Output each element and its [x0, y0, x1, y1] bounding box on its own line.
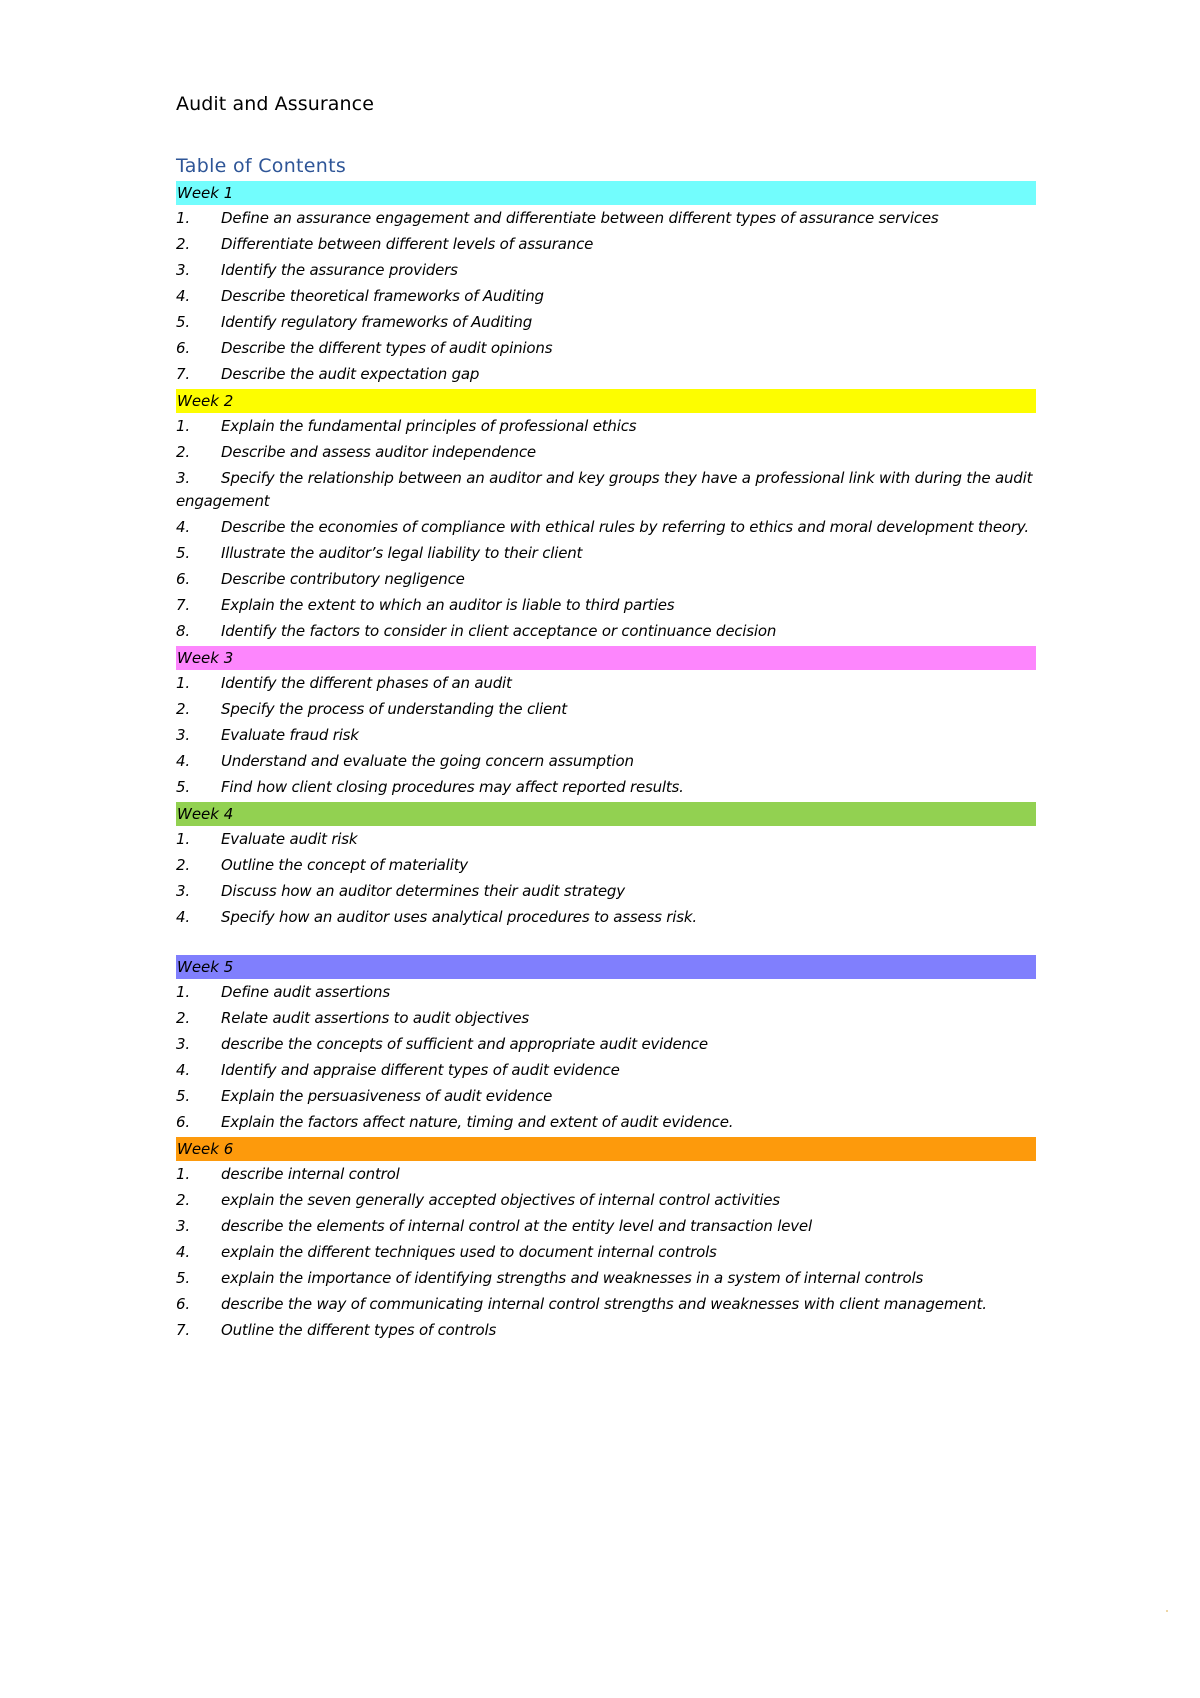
item-text: Identify and appraise different types of audit evidence — [221, 1061, 620, 1079]
list-item — [176, 516, 1036, 539]
list-item — [176, 880, 1036, 903]
item-text: explain the different techniques used to document internal controls — [221, 1243, 717, 1261]
item-number: 3. — [176, 261, 190, 279]
week-items-list — [176, 672, 1036, 799]
item-number: 7. — [176, 365, 190, 383]
week-heading-3: Week 3 — [176, 646, 1036, 670]
item-number: 7. — [176, 1321, 190, 1339]
item-number: 3. — [176, 726, 190, 744]
item-text: Describe the economies of compliance with ethical rules by referring to ethics and moral development theory. — [221, 518, 1029, 536]
list-item — [176, 594, 1036, 617]
week-items-list — [176, 207, 1036, 386]
item-number: 4. — [176, 287, 190, 305]
list-item — [176, 672, 1036, 695]
list-item — [176, 1215, 1036, 1238]
list-item — [176, 363, 1036, 386]
list-item — [176, 1163, 1036, 1186]
list-item — [176, 698, 1036, 721]
list-item — [176, 1293, 1036, 1316]
item-text: Outline the different types of controls — [221, 1321, 497, 1339]
list-item — [176, 776, 1036, 799]
list-item — [176, 620, 1036, 643]
item-number: 5. — [176, 1269, 190, 1287]
list-item — [176, 1059, 1036, 1082]
item-text: Explain the factors affect nature, timing and extent of audit evidence. — [221, 1113, 734, 1131]
item-text: Differentiate between different levels of assurance — [221, 235, 594, 253]
week-heading-2: Week 2 — [176, 389, 1036, 413]
item-text: describe the concepts of sufficient and appropriate audit evidence — [221, 1035, 708, 1053]
list-item — [176, 311, 1036, 334]
item-number: 2. — [176, 1009, 190, 1027]
week-heading-5: Week 5 — [176, 955, 1036, 979]
document-page — [176, 92, 1036, 1345]
item-text: Discuss how an auditor determines their audit strategy — [221, 882, 625, 900]
item-number: 1. — [176, 417, 190, 435]
list-item — [176, 1033, 1036, 1056]
list-item — [176, 1111, 1036, 1134]
toc-heading: Table of Contents — [176, 155, 347, 177]
item-text: describe the way of communicating internal control strengths and weaknesses with client management. — [221, 1295, 987, 1313]
item-number: 5. — [176, 1087, 190, 1105]
document-title: Audit and Assurance — [176, 93, 375, 115]
item-text: Describe the audit expectation gap — [221, 365, 480, 383]
item-text: Explain the persuasiveness of audit evidence — [221, 1087, 553, 1105]
list-item — [176, 441, 1036, 464]
week-items-list — [176, 981, 1036, 1134]
list-item — [176, 1241, 1036, 1264]
item-text: Describe and assess auditor independence — [221, 443, 536, 461]
list-item — [176, 906, 1036, 929]
item-number: 5. — [176, 544, 190, 562]
item-number: 1. — [176, 830, 190, 848]
list-item — [176, 285, 1036, 308]
item-number: 2. — [176, 700, 190, 718]
item-number: 2. — [176, 1191, 190, 1209]
item-text: Evaluate audit risk — [221, 830, 358, 848]
week-section-2 — [176, 389, 1036, 643]
item-text: Evaluate fraud risk — [221, 726, 359, 744]
item-text: explain the importance of identifying strengths and weaknesses in a system of internal controls — [221, 1269, 924, 1287]
week-items-list — [176, 828, 1036, 929]
item-number: 5. — [176, 313, 190, 331]
list-item — [176, 1189, 1036, 1212]
item-text: Specify how an auditor uses analytical procedures to assess risk. — [221, 908, 697, 926]
item-text: Describe the different types of audit opinions — [221, 339, 553, 357]
week-items-list — [176, 415, 1036, 643]
list-item — [176, 828, 1036, 851]
item-text: describe internal control — [221, 1165, 400, 1183]
item-text: Relate audit assertions to audit objectives — [221, 1009, 530, 1027]
list-item — [176, 207, 1036, 230]
item-number: 4. — [176, 752, 190, 770]
item-number: 2. — [176, 443, 190, 461]
item-text: Identify regulatory frameworks of Auditing — [221, 313, 533, 331]
item-text: explain the seven generally accepted objectives of internal control activities — [221, 1191, 780, 1209]
item-number: 2. — [176, 235, 190, 253]
item-text: Specify the relationship between an auditor and key groups they have a professional link with during the audit engagement — [176, 469, 1033, 510]
item-number: 6. — [176, 1113, 190, 1131]
item-text: Describe contributory negligence — [221, 570, 465, 588]
item-number: 6. — [176, 1295, 190, 1313]
week-section-5 — [176, 955, 1036, 1134]
list-item — [176, 1319, 1036, 1342]
decorative-dot — [1166, 1610, 1168, 1612]
week-heading-6: Week 6 — [176, 1137, 1036, 1161]
item-number: 1. — [176, 983, 190, 1001]
item-number: 4. — [176, 1061, 190, 1079]
item-number: 6. — [176, 339, 190, 357]
week-section-3 — [176, 646, 1036, 799]
list-item — [176, 467, 1036, 513]
item-text: Identify the assurance providers — [221, 261, 458, 279]
item-text: Describe theoretical frameworks of Auditing — [221, 287, 544, 305]
item-number: 4. — [176, 518, 190, 536]
section-spacer — [176, 932, 1036, 952]
toc-weeks — [176, 181, 1036, 1342]
list-item — [176, 542, 1036, 565]
item-text: Explain the extent to which an auditor is liable to third parties — [221, 596, 675, 614]
list-item — [176, 724, 1036, 747]
item-text: Define audit assertions — [221, 983, 390, 1001]
item-number: 3. — [176, 1035, 190, 1053]
item-text: Identify the different phases of an audit — [221, 674, 512, 692]
list-item — [176, 1007, 1036, 1030]
list-item — [176, 233, 1036, 256]
item-number: 3. — [176, 1217, 190, 1235]
week-heading-4: Week 4 — [176, 802, 1036, 826]
list-item — [176, 750, 1036, 773]
item-number: 4. — [176, 908, 190, 926]
item-text: describe the elements of internal control at the entity level and transaction level — [221, 1217, 812, 1235]
item-number: 7. — [176, 596, 190, 614]
item-text: Explain the fundamental principles of professional ethics — [221, 417, 637, 435]
item-text: Illustrate the auditor’s legal liability to their client — [221, 544, 583, 562]
list-item — [176, 415, 1036, 438]
item-number: 3. — [176, 469, 190, 487]
list-item — [176, 1267, 1036, 1290]
list-item — [176, 1085, 1036, 1108]
list-item — [176, 981, 1036, 1004]
item-number: 6. — [176, 570, 190, 588]
list-item — [176, 337, 1036, 360]
list-item — [176, 259, 1036, 282]
list-item — [176, 854, 1036, 877]
week-section-6 — [176, 1137, 1036, 1342]
item-text: Find how client closing procedures may affect reported results. — [221, 778, 684, 796]
item-text: Identify the factors to consider in client acceptance or continuance decision — [221, 622, 777, 640]
item-number: 2. — [176, 856, 190, 874]
list-item — [176, 568, 1036, 591]
item-number: 4. — [176, 1243, 190, 1261]
item-text: Define an assurance engagement and differentiate between different types of assurance services — [221, 209, 939, 227]
week-section-4 — [176, 802, 1036, 929]
item-number: 8. — [176, 622, 190, 640]
week-section-1 — [176, 181, 1036, 386]
item-number: 1. — [176, 1165, 190, 1183]
item-text: Outline the concept of materiality — [221, 856, 468, 874]
item-number: 1. — [176, 209, 190, 227]
item-number: 3. — [176, 882, 190, 900]
item-number: 5. — [176, 778, 190, 796]
week-heading-1: Week 1 — [176, 181, 1036, 205]
week-items-list — [176, 1163, 1036, 1342]
item-text: Understand and evaluate the going concern assumption — [221, 752, 634, 770]
item-text: Specify the process of understanding the client — [221, 700, 567, 718]
item-number: 1. — [176, 674, 190, 692]
